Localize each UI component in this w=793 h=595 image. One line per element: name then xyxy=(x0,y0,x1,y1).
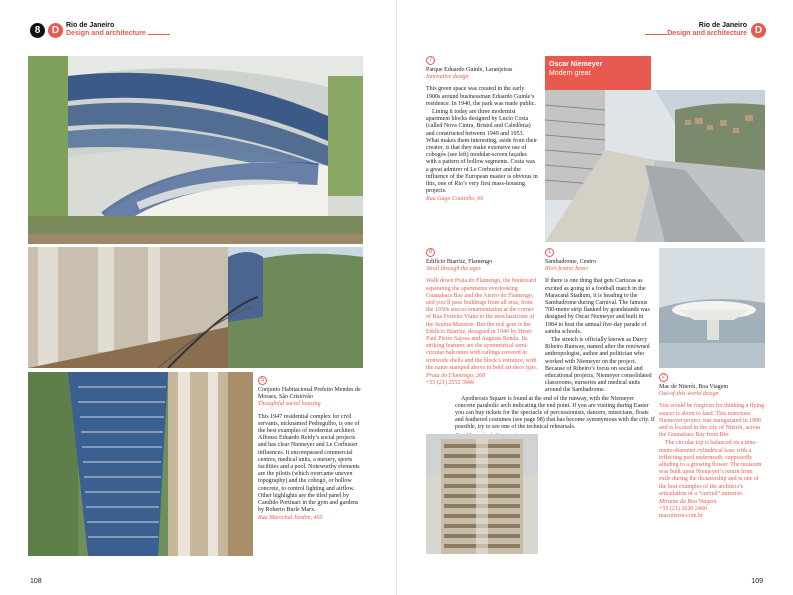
entry-paragraph: This 1947 residential complex for civil servants, nicknamed Pedregulho, is one of the best examples of modernist architect Affonso Eduardo Reidy’s social projects and has clear Niemeyer and Le Corbusier influences. It encompassed commercial centres, medical units, a nursery, sports facilities and a pool. Noteworthy elements are the pilotis (which overcame uneven topography) and the cobogó, or hollow concrete, to control lighting and airflow. Other highlights are the tiled panel by Candido Portinari in the gym and gardens by Roberto Burle Marx. xyxy=(258,413,360,514)
page-number-left: 108 xyxy=(30,578,42,585)
entry-number-badge: 2 xyxy=(659,373,668,382)
page-number-right: 109 xyxy=(751,578,763,585)
right-page xyxy=(397,0,793,595)
entry-subtitle: Innovative design xyxy=(426,74,469,81)
entry-paragraph: The circular top is balanced on a nine-metre-diameter cylindrical base with a reflecting pool underneath, supposedly alluding to a growing flower. The museum was built upon Niemeyer’s return from exile during the dictatorship and is one of the best examples of the architect’s articulation of a “curved” universe. xyxy=(659,440,762,497)
entry-subtitle: Rio’s festive heart xyxy=(545,266,588,273)
entry-number-badge: 8 xyxy=(426,248,435,257)
cobogo-facade-photo xyxy=(28,372,253,556)
tower-photo xyxy=(426,434,538,554)
sambadrome-photo xyxy=(545,90,765,242)
entry-paragraph: This green space was created in the early 1900s around businessman Eduardo Guinle’s residence. In 1940, the park was made public. xyxy=(426,86,536,107)
entry-title: Mac de Niterói, Boa Viagem xyxy=(659,384,729,390)
entry-address: Rua Gago Coutinho, 66 xyxy=(426,196,484,203)
entry-subtitle: Stroll through the ages xyxy=(426,266,481,273)
feature-box-subtitle: Modern great xyxy=(549,70,591,77)
entry-paragraph: Apotheosis Square is found at the end of the runway, with the Niemeyer concrete parabolic arch indicating the end point. If you are visiting during Easter you can buy tickets for the spectacle of percussionists, dancers, musicians, floats and feathered costumes (see page 98) that has become synonymous with the city. If possible, try to see one of the technical rehearsals. xyxy=(455,395,655,431)
entry-subtitle: Thoughtful social housing xyxy=(258,401,321,408)
entry-number-badge: 7 xyxy=(426,56,435,65)
entry-mac xyxy=(659,373,765,521)
header-city: Rio de Janeiro xyxy=(698,22,747,29)
entry-biarritz xyxy=(426,248,538,387)
entry-conjunto xyxy=(258,376,364,523)
entry-address: Rua Marechal Jardim, 450 xyxy=(258,515,323,522)
entry-address: Mirante da Boa Viagem xyxy=(659,499,717,506)
entry-subtitle: Out-of-this-world design xyxy=(659,391,719,398)
entry-number-badge: 1 xyxy=(545,248,554,257)
entry-paragraph: If there is one thing that gets Cariocas as excited as going to a football match in the Maracanã Stadium, it is heading to the Sambadrome during Carnival. The famous 700-metre strip flanked by grandstands was designed by Oscar Niemeyer and built in 1984 to host the annual five-day parade of samba schools. xyxy=(545,278,650,335)
balcony-photo xyxy=(28,247,363,368)
entry-phone: +55 (21) 2620 2400 xyxy=(659,506,707,513)
header-rule xyxy=(645,34,667,35)
entry-number-badge: 5 xyxy=(258,376,267,385)
left-page xyxy=(0,0,396,595)
pedregulho-photo xyxy=(28,56,363,244)
entry-title: Sambadrome, Centro xyxy=(545,259,596,265)
entry-paragraph: You would be forgiven for thinking a flying saucer is about to land. This notorious Niemeyer project was inaugurated in 1996 and is located in the city of Niterói, across the Guanabara Bay from Rio. xyxy=(659,403,765,439)
entry-paragraph: The stretch is officially known as Darcy Ribeiro Runway, named after the renowned anthropologist, author and politician who worked with Niemeyer on the project. Because of Ribeiro’s focus on social and educational projects, Niemeyer consolidated classrooms, nurseries and medical units around the Sambadrome. xyxy=(545,337,652,394)
header-rule xyxy=(148,34,170,35)
entry-paragraph: Lining it today are three modernist apartment blocks designed by Lucio Costa (called Nova Cintra, Bristol and Caledônia) and constructed between 1949 and 1953. What makes them interesting, aside from their creator, is that they make extensive use of cobogós (see left) modular-screen façades with a pattern of hollow segments. Costa was a great admirer of Le Corbusier and the influence of the European master is obvious in this, one of Rio’s very first mass-housing projects. xyxy=(426,109,538,195)
header-section: Design and architecture xyxy=(66,30,146,37)
entry-phone: +55 (21) 2552 3949 xyxy=(426,380,474,387)
feature-box-title: Oscar Niemeyer xyxy=(549,61,603,68)
chapter-number-badge: 8 xyxy=(30,23,45,38)
entry-title: Edifício Biarritz, Flamengo xyxy=(426,259,493,265)
entry-title: Parque Eduardo Guinle, Laranjeiras xyxy=(426,67,513,73)
feature-box xyxy=(545,56,651,90)
mac-niteroi-photo xyxy=(659,248,765,368)
chapter-letter-badge: D xyxy=(751,23,766,38)
entry-address: Praia do Flamengo, 268 xyxy=(426,373,485,380)
entry-paragraph: Walk down Praia do Flamengo, the boulevard separating the apartments overlooking Guanabara Bay and the Aterro do Flamengo, and you’ll pass buildings from all eras, from the 1930s stucco ornamentation at the corner of Rua Ferreira Viana to the neoclassicism of the Seabra Mansion. But the real gem is the Edifício Biarritz, designed in 1940 by Henri Paul Pierre Sajous and Auguste Rendu. Its striking features are the symmetrical semi-circular balconies with railings covered in ironwork shells and the block’s entrance, with the name stamped above in bold art deco type. xyxy=(426,278,538,371)
entry-parque xyxy=(426,56,538,204)
chapter-letter-badge: D xyxy=(48,23,63,38)
entry-web: macniteroi.com.br xyxy=(659,513,703,520)
entry-title: Conjunto Habitacional Prefeito Mendes de Moraes, São Cristóvão xyxy=(258,387,361,401)
header-city: Rio de Janeiro xyxy=(66,22,115,29)
header-section: Design and architecture xyxy=(667,30,747,37)
